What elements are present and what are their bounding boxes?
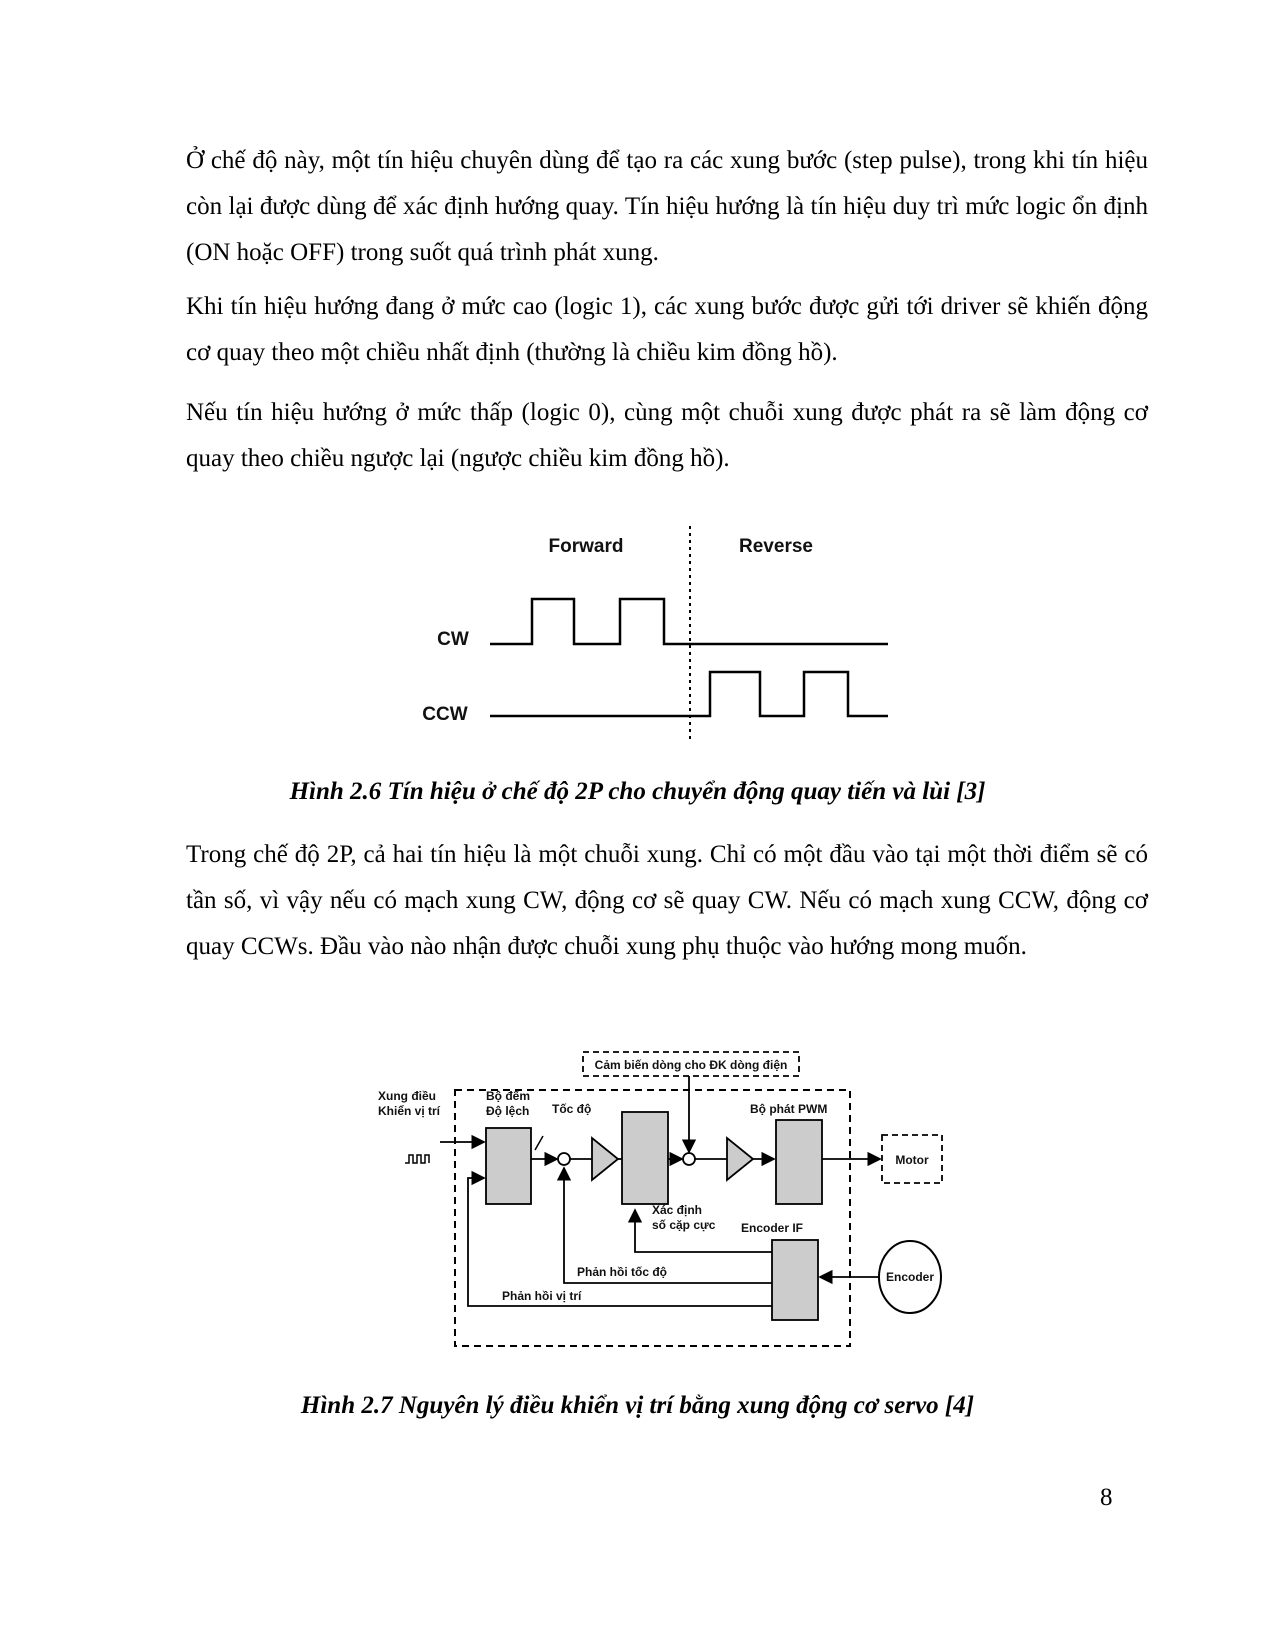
- speed-pointer-line: [535, 1136, 543, 1150]
- counter-block: [486, 1128, 531, 1204]
- encoder-label: Encoder: [885, 1270, 935, 1284]
- figure-2-7-caption: Hình 2.7 Nguyên lý điều khiển vị trí bằng xung động cơ servo [4]: [300, 1392, 975, 1419]
- pole-pair-label-line1: Xác định: [652, 1203, 703, 1217]
- encoder-if-label: Encoder IF: [741, 1221, 804, 1235]
- pole-pair-label-line2: số cặp cực: [652, 1218, 716, 1232]
- current-amplifier: [727, 1138, 753, 1180]
- label-ccw: CCW: [422, 704, 468, 725]
- figure-2-6-caption: Hình 2.6 Tín hiệu ở chế độ 2P cho chuyển động quay tiến và lùi [3]: [289, 778, 986, 805]
- speed-summing-junction: [558, 1153, 570, 1165]
- paragraph-1: Ở chế độ này, một tín hiệu chuyên dùng để tạo ra các xung bước (step pulse), trong khi tín hiệu còn lại được dùng để xác định hướng quay. Tín hiệu hướng là tín hiệu duy trì mức logic ổn định (ON hoặc OFF) trong suốt quá trình phát xung.: [186, 147, 1148, 266]
- paragraph-3: Nếu tín hiệu hướng ở mức thấp (logic 0), cùng một chuỗi xung được phát ra sẽ làm động cơ quay theo chiều ngược lại (ngược chiều kim đồng hồ).: [186, 399, 1148, 472]
- input-label-line1: Xung điều: [378, 1089, 436, 1103]
- pulse-train-icon: [405, 1155, 429, 1163]
- speed-amplifier: [592, 1138, 618, 1180]
- label-reverse: Reverse: [739, 536, 813, 557]
- current-summing-junction: [683, 1153, 695, 1165]
- pwm-label: Bộ phát PWM: [750, 1102, 828, 1116]
- input-label-line2: Khiển vị trí: [378, 1104, 441, 1118]
- label-forward: Forward: [548, 536, 624, 557]
- label-cw: CW: [437, 629, 469, 650]
- speed-controller-block: [622, 1112, 668, 1204]
- motor-label: Motor: [895, 1153, 929, 1167]
- position-feedback-label: Phản hồi vị trí: [502, 1289, 582, 1303]
- page-number: 8: [1100, 1484, 1113, 1511]
- speed-label: Tốc độ: [552, 1102, 592, 1116]
- counter-label-line1: Bộ đếm: [486, 1089, 531, 1103]
- pwm-generator-block: [776, 1120, 822, 1204]
- current-sensor-label: Cảm biến dòng cho ĐK dòng điện: [594, 1058, 788, 1072]
- paragraph-2: Khi tín hiệu hướng đang ở mức cao (logic 1), các xung bước được gửi tới driver sẽ khiến động cơ quay theo một chiều nhất định (thường là chiều kim đồng hồ).: [186, 293, 1148, 366]
- counter-label-line2: Độ lệch: [486, 1104, 530, 1118]
- paragraph-4: Trong chế độ 2P, cả hai tín hiệu là một chuỗi xung. Chỉ có một đầu vào tại một thời điểm sẽ có tần số, vì vậy nếu có mạch xung CW, động cơ sẽ quay CW. Nếu có mạch xung CCW, động cơ quay CCWs. Đầu vào nào nhận được chuỗi xung phụ thuộc vào hướng mong muốn.: [186, 841, 1148, 960]
- encoder-interface-block: [772, 1240, 818, 1320]
- speed-feedback-label: Phản hồi tốc độ: [577, 1265, 667, 1279]
